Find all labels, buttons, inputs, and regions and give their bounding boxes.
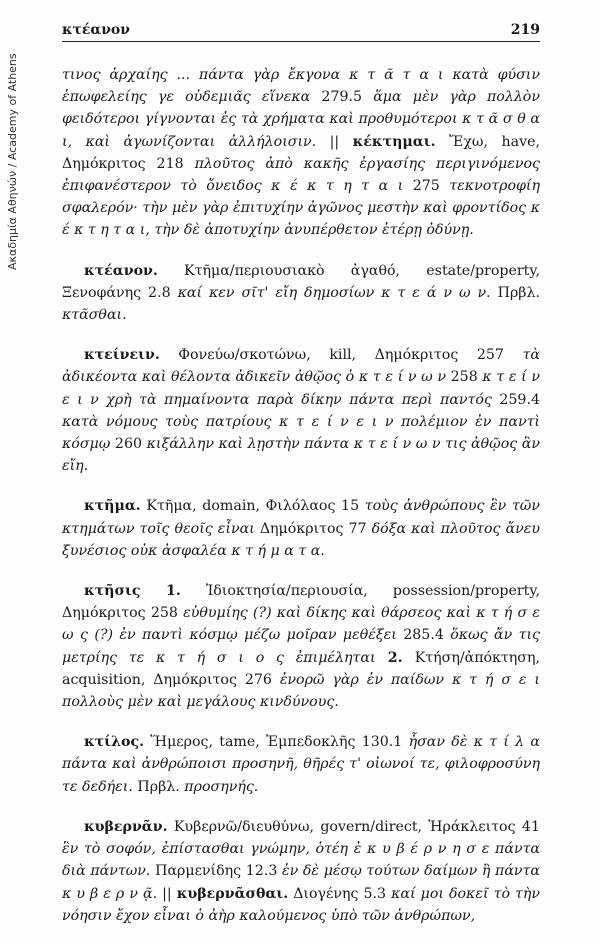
dictionary-entry — [62, 495, 540, 562]
quotation: καί κεν σῖτ' εἴη δημοσίων κ τ ε ά ν ω ν. — [177, 284, 491, 301]
side-watermark: Ακαδημία Αθηνών / Academy of Athens — [6, 53, 19, 271]
dictionary-entry — [62, 731, 540, 798]
quotation: τὰ ἀδικέοντα καὶ θέλοντα ἀδικεῖν ἀθῷος ὁ κ τ ε ί ν ω ν — [62, 347, 540, 386]
headword: 2. — [375, 649, 415, 666]
definition-text: Κτῆμα, domain, Φιλόλαος 15 — [140, 498, 365, 515]
definition-text: 260 — [110, 436, 147, 453]
dictionary-entry — [62, 344, 540, 477]
definition-text: 259.4 — [491, 391, 540, 408]
definition-text: Παρμενίδης 12.3 — [150, 863, 282, 880]
quotation: καί μοι δοκεῖ τὸ τὴν νόησιν ἔχον εἶναι ὁ ἀὴρ καλούμενος ὑπὸ τῶν ἀνθρώπων, — [62, 885, 541, 924]
definition-text: Κτήση/ἀπόκτηση, acquisition, Δημόκριτος 276 — [62, 649, 540, 688]
definition-text: || — [157, 885, 177, 902]
headword: κτῆσις 1. — [84, 583, 181, 600]
definition-text: 275 — [403, 178, 450, 195]
definition-text: 285.4 — [396, 627, 451, 644]
quotation: ὅκως ἄν τις μετρίης τε κ τ ή σ ι ο ς ἐπιμέληται — [62, 627, 540, 666]
quotation: ἓν τὸ σοφόν, ἐπίστασθαι γνώμην, ὁτέη ἐ κ υ β έ ρ ν η σ ε πάντα διὰ πάντων. — [62, 841, 540, 880]
dictionary-body — [62, 64, 540, 945]
dictionary-entry — [62, 816, 540, 927]
page-number: 219 — [510, 22, 540, 38]
definition-text: Κτῆμα/περιουσιακὸ ἀγαθό, estate/property, Ξενοφάνης 2.8 — [62, 262, 540, 301]
headword: κυβερνᾶσθαι. — [176, 885, 289, 902]
quotation: εὐθυμίης (?) καὶ δίκης καὶ θάρσεος καὶ κ τ ή σ ε ω ς (?) ἐν παντὶ κόσμῳ μέζω μοῖραν μεθέξει — [62, 605, 540, 644]
definition-text: Δημόκριτος 77 — [254, 520, 372, 537]
quotation: κιξάλλην καὶ λῃστὴν πάντα κ τ ε ί ν ω ν τις ἀθῷος ἂν εἴη. — [62, 436, 540, 475]
quotation: κατὰ νόμους τοὺς πατρίους κ τ ε ί ν ε ι ν πολέμιον ἐν παντὶ κόσμῳ — [62, 413, 540, 453]
definition-text: || — [316, 133, 353, 150]
definition-text: Κυβερνῶ/διευθύνω, govern/direct, Ἡράκλειτος 41 — [167, 818, 540, 835]
quotation: τοὺς ἀνθρώπους ἓν τῶν κτημάτων τοῖς θεοῖς εἶναι — [62, 498, 540, 537]
quotation: προσηνής. — [184, 778, 259, 795]
quotation: κ τ ε ί ν ε ι ν χρὴ τὰ πημαίνοντα παρὰ δίκην πάντα περὶ παντός — [62, 369, 540, 408]
quotation: δόξα καὶ πλοῦτος ἄνευ ξυνέσιος οὐκ ἀσφαλέα κ τ ή μ α τ α. — [62, 520, 541, 559]
definition-text: Ἥμερος, tame, Ἐμπεδοκλῆς 130.1 — [144, 734, 409, 751]
quotation: τεκνοτροφίη σφαλερόν· τὴν μὲν γὰρ ἐπιτυχίην ἀγῶνος μεστὴν καὶ φροντίδος κ έ κ τ η τ α ι, τὴν δὲ ἀποτυχίην ἀνυπέρθετον ἑτέρῃ ὀδύνῃ. — [62, 178, 540, 239]
dictionary-entry — [62, 260, 540, 327]
headword: κτῆμα. — [84, 498, 141, 515]
page-header — [62, 16, 540, 38]
quotation: ἅμα μὲν γὰρ πολλὸν φειδότεροι γίγνονται ἐς τὰ χρήματα καὶ προθυμότεροι κ τ ᾶ σ θ α ι, καὶ ἀγωνίζονται ἀλλήλοισιν. — [62, 89, 540, 150]
headword: κτέανον. — [84, 262, 158, 279]
quotation: πλοῦτος ἀπὸ κακῆς ἐργασίης περιγινόμενος ἐπιφανέστερον τὸ ὄνειδος κ έ κ τ η τ α ι — [62, 155, 540, 195]
header-rule — [62, 41, 540, 42]
definition-text: Διογένης 5.3 — [288, 885, 392, 902]
definition-text: Πρβλ. — [132, 778, 185, 795]
quotation: ἐν δὲ μέσῳ τούτων δαίμων ἣ πάντα κ υ β ε ρ ν ᾷ. — [62, 863, 540, 902]
definition-text: Πρβλ. — [490, 284, 540, 301]
headword: κυβερνᾶν. — [84, 818, 168, 835]
headword: κτείνειν. — [84, 347, 160, 364]
definition-text: Ἰδιοκτησία/περιουσία, possession/property, Δημόκριτος 258 — [62, 583, 541, 622]
quotation: τινος ἀρχαίης ... πάντα γὰρ ἔκγονα κ τ ᾶ τ α ι κατὰ φύσιν ἐπωφελείης γε οὐδεμιᾶς εἵνεκα — [62, 67, 540, 106]
definition-text: Ἔχω, have, Δημόκριτος 218 — [62, 133, 540, 172]
running-title: κτέανον — [62, 22, 130, 38]
quotation: ἦσαν δὲ κ τ ί λ α πάντα καὶ ἀνθρώποισι προσηνῆ, θῆρές τ' οἰωνοί τε, φιλοφροσύνη τε δεδήει. — [62, 734, 540, 795]
dictionary-entry — [62, 580, 540, 713]
headword: κτίλος. — [84, 734, 145, 751]
headword: κέκτημαι. — [352, 133, 436, 150]
definition-text: 258 — [445, 369, 483, 386]
quotation: κτᾶσθαι. — [62, 307, 127, 324]
definition-text: Φονεύω/σκοτώνω, kill, Δημόκριτος 257 — [159, 347, 523, 364]
quotation: ἐνορῶ γὰρ ἐν παίδων κ τ ή σ ε ι πολλοὺς μὲν καὶ μεγάλους κινδύνους. — [62, 671, 540, 711]
definition-text: 279.5 — [310, 89, 374, 106]
dictionary-entry — [62, 64, 540, 242]
